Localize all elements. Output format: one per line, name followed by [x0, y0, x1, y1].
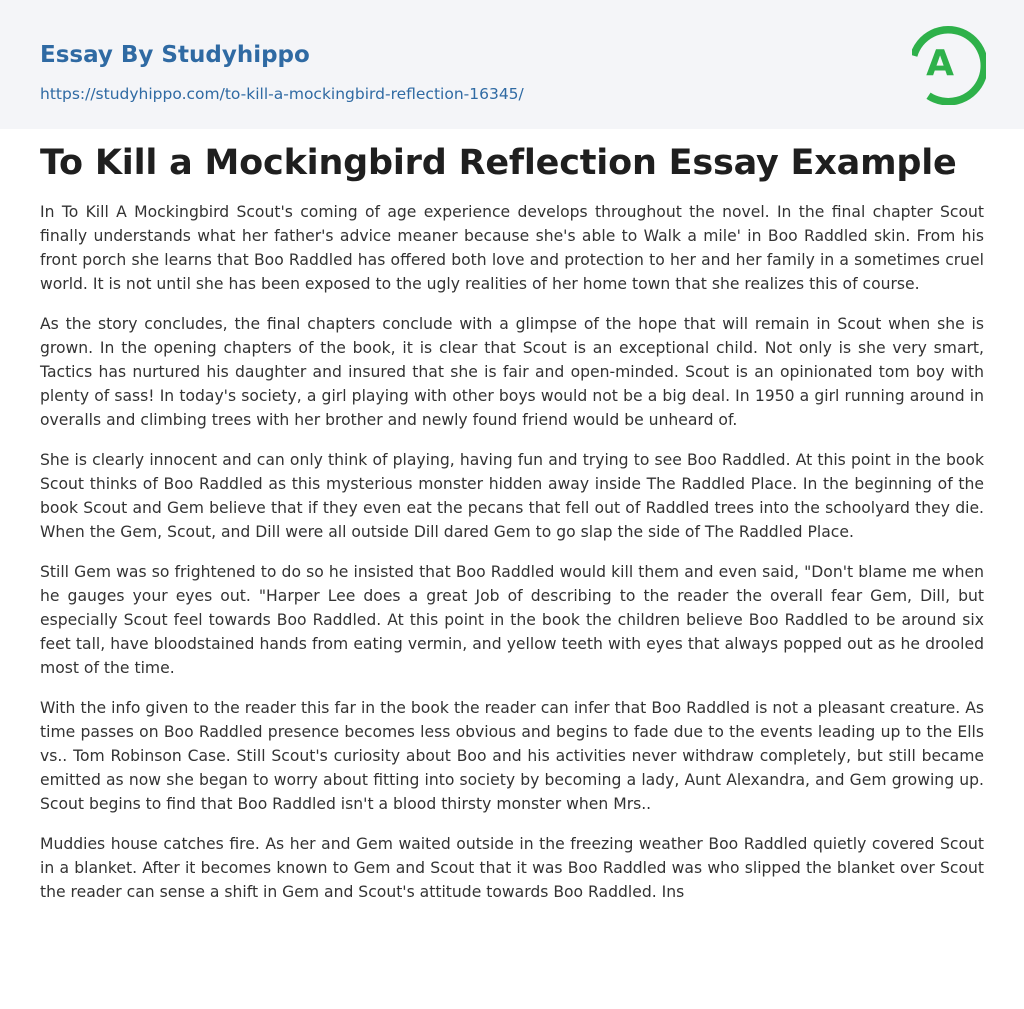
- essay-paragraph: Still Gem was so frightened to do so he insisted that Boo Raddled would kill them and even said, "Don't blame me when he gauges your eyes out. "Harper Lee does a great Job of describing to the reader the overall fear Gem, Dill, but especially Scout feel towards Boo Raddled. At this point in the book the children believe Boo Raddled to be around six feet tall, have bloodstained hands from eating vermin, and yellow teeth with eyes that always popped out as he drooled most of the time.: [40, 563, 984, 677]
- site-header: [0, 0, 1024, 129]
- essay-paragraph: As the story concludes, the final chapters conclude with a glimpse of the hope that will remain in Scout when she is grown. In the opening chapters of the book, it is clear that Scout is an exceptional child. Not only is she very smart, Tactics has nurtured his daughter and insured that she is fair and open-minded. Scout is an opinionated tom boy with plenty of sass! In today's society, a girl playing with other boys would not be a big deal. In 1950 a girl running around in overalls and climbing trees with her brother and newly found friend would be unheard of.: [40, 315, 984, 429]
- page-url-link[interactable]: https://studyhippo.com/to-kill-a-mockingbird-reflection-16345/: [40, 85, 524, 103]
- studyhippo-logo-icon[interactable]: [912, 19, 986, 105]
- essay-paragraph: With the info given to the reader this far in the book the reader can infer that Boo Raddled is not a pleasant creature. As time passes on Boo Raddled presence becomes less obvious and begins to fade due to the events leading up to the Ells vs.. Tom Robinson Case. Still Scout's curiosity about Boo and his activities never withdraw completely, but still became emitted as now she began to worry about fitting into society by becoming a lady, Aunt Alexandra, and Gem growing up. Scout begins to find that Boo Raddled isn't a blood thirsty monster when Mrs..: [40, 699, 984, 813]
- essay-body: [40, 200, 984, 920]
- essay-title: To Kill a Mockingbird Reflection Essay Example: [40, 143, 957, 183]
- logo-letter: A: [926, 43, 954, 84]
- essay-paragraph: She is clearly innocent and can only think of playing, having fun and trying to see Boo Raddled. At this point in the book Scout thinks of Boo Raddled as this mysterious monster hidden away inside The Raddled Place. In the beginning of the book Scout and Gem believe that if they even eat the pecans that fell out of Raddled trees into the schoolyard they die. When the Gem, Scout, and Dill were all outside Dill dared Gem to go slap the side of The Raddled Place.: [40, 451, 984, 541]
- essay-paragraph: In To Kill A Mockingbird Scout's coming of age experience develops throughout the novel. In the final chapter Scout finally understands what her father's advice meaner because she's able to Walk a mile' in Boo Raddled skin. From his front porch she learns that Boo Raddled has offered both love and protection to her and her family in a sometimes cruel world. It is not until she has been exposed to the ugly realities of her home town that she realizes this of course.: [40, 203, 984, 293]
- essay-paragraph: Muddies house catches fire. As her and Gem waited outside in the freezing weather Boo Raddled quietly covered Scout in a blanket. After it becomes known to Gem and Scout that it was Boo Raddled was who slipped the blanket over Scout the reader can sense a shift in Gem and Scout's attitude towards Boo Raddled. Ins: [40, 835, 984, 901]
- site-name[interactable]: Essay By Studyhippo: [40, 42, 310, 68]
